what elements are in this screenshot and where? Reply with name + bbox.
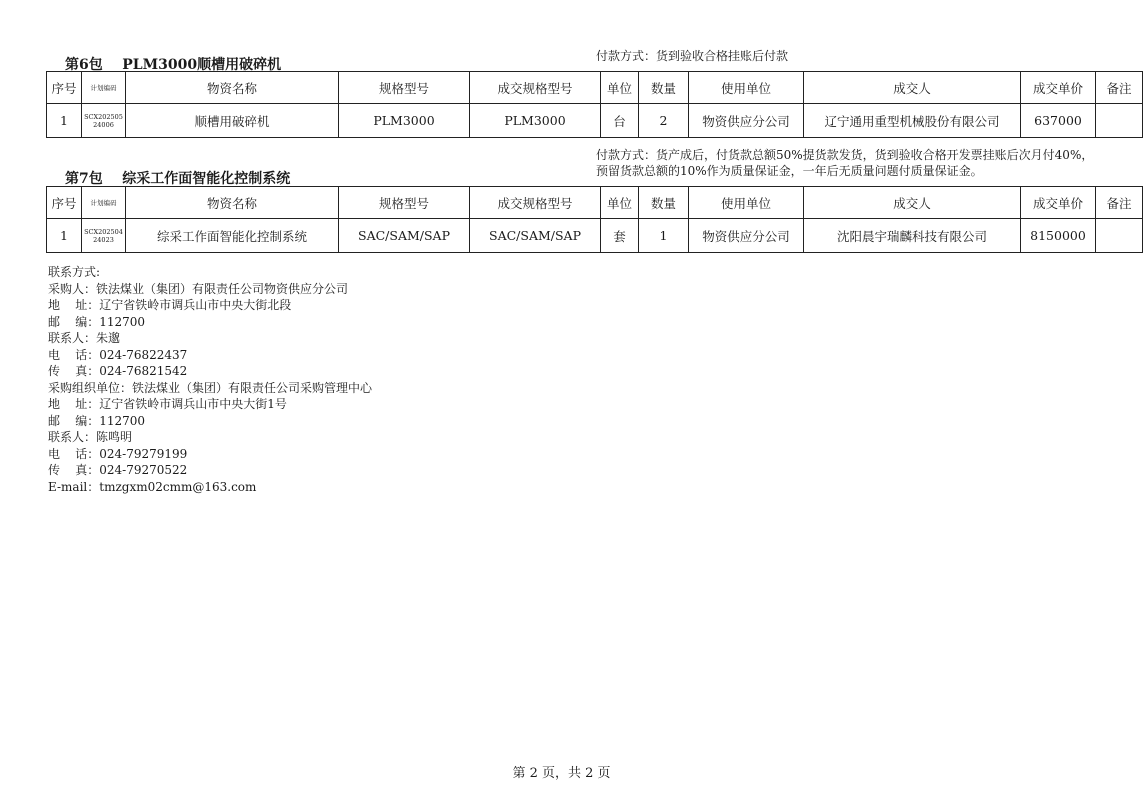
header-unit: 单位 <box>601 187 639 219</box>
cell-seq: 1 <box>47 104 82 138</box>
header-qty: 数量 <box>639 72 689 104</box>
header-plan-code: 计划编码 <box>82 72 126 104</box>
header-item-name: 物资名称 <box>126 72 339 104</box>
table-header-row <box>47 72 1143 104</box>
cell-deal-spec: PLM3000 <box>470 104 601 138</box>
package-6-table <box>46 71 1143 138</box>
cell-user-unit: 物资供应分公司 <box>689 219 804 253</box>
header-deal-spec: 成交规格型号 <box>470 72 601 104</box>
header-price: 成交单价 <box>1021 72 1096 104</box>
page-number: 第 2 页，共 2 页 <box>512 766 611 781</box>
cell-user-unit: 物资供应分公司 <box>689 104 804 138</box>
plan-code-line-2: 24023 <box>93 235 114 244</box>
cell-plan-code <box>82 104 126 138</box>
organizer-phone: 电 话：024-79279199 <box>48 446 188 461</box>
cell-vendor: 辽宁通用重型机械股份有限公司 <box>804 104 1021 138</box>
package-6-payment-terms: 付款方式：货到验收合格挂账后付款 <box>596 49 789 63</box>
cell-spec: SAC/SAM/SAP <box>339 219 470 253</box>
contact-phone: 电 话：024-76822437 <box>48 347 188 362</box>
table-row <box>47 219 1143 253</box>
cell-plan-code <box>82 219 126 253</box>
table-row <box>47 104 1143 138</box>
header-vendor: 成交人 <box>804 187 1021 219</box>
package-7-title: 第7包 综采工作面智能化控制系统 <box>65 171 291 187</box>
organizer-address: 地 址：辽宁省铁岭市调兵山市中央大街1号 <box>48 397 287 411</box>
organizer-postcode: 邮 编：112700 <box>48 413 146 428</box>
header-deal-spec: 成交规格型号 <box>470 187 601 219</box>
cell-unit: 套 <box>601 219 639 253</box>
contact-fax: 传 真：024-76821542 <box>48 364 188 378</box>
header-user-unit: 使用单位 <box>689 72 804 104</box>
package-7-payment-terms: 付款方式：货产成后，付货款总额50%提货款发货，货到验收合格开发票挂账后次月付40%，预留货款总额的10%作为质量保证金，一年后无质量问题付质量保证金。 <box>596 148 1094 178</box>
header-user-unit: 使用单位 <box>689 187 804 219</box>
contact-person: 联系人：朱邈 <box>48 331 121 345</box>
organizer-email: E-mail：tmzgxm02cmm@163.com <box>48 479 257 494</box>
header-remark: 备注 <box>1096 187 1143 219</box>
cell-unit: 台 <box>601 104 639 138</box>
organizer-person: 联系人：陈鸣明 <box>48 430 133 444</box>
cell-deal-spec: SAC/SAM/SAP <box>470 219 601 253</box>
package-7-table <box>46 186 1143 253</box>
cell-remark <box>1096 104 1143 138</box>
header-spec: 规格型号 <box>339 72 470 104</box>
plan-code-line-2: 24006 <box>93 120 114 129</box>
plan-code-line-1: SCX202505 <box>84 112 123 121</box>
organizer-fax: 传 真：024-79270522 <box>48 463 188 477</box>
contact-purchaser: 采购人：铁法煤业（集团）有限责任公司物资供应分公司 <box>48 281 349 296</box>
cell-remark <box>1096 219 1143 253</box>
cell-qty: 1 <box>639 219 689 253</box>
header-seq: 序号 <box>47 72 82 104</box>
header-spec: 规格型号 <box>339 187 470 219</box>
contact-address: 地 址：辽宁省铁岭市调兵山市中央大街北段 <box>48 298 292 312</box>
header-vendor: 成交人 <box>804 72 1021 104</box>
cell-item-name: 顺槽用破碎机 <box>126 104 339 138</box>
header-item-name: 物资名称 <box>126 187 339 219</box>
header-remark: 备注 <box>1096 72 1143 104</box>
contact-organizer: 采购组织单位：铁法煤业（集团）有限责任公司采购管理中心 <box>48 380 373 395</box>
contact-info <box>48 264 372 495</box>
plan-code-line-1: SCX202504 <box>84 227 123 236</box>
cell-vendor: 沈阳晨宇瑞麟科技有限公司 <box>804 219 1021 253</box>
header-price: 成交单价 <box>1021 187 1096 219</box>
header-plan-code: 计划编码 <box>82 187 126 219</box>
contact-heading: 联系方式: <box>48 265 101 279</box>
cell-qty: 2 <box>639 104 689 138</box>
cell-spec: PLM3000 <box>339 104 470 138</box>
contact-postcode: 邮 编：112700 <box>48 314 146 329</box>
cell-price: 637000 <box>1021 104 1096 138</box>
header-unit: 单位 <box>601 72 639 104</box>
package-6-title: 第6包 PLM3000顺槽用破碎机 <box>65 57 282 73</box>
cell-price: 8150000 <box>1021 219 1096 253</box>
cell-item-name: 综采工作面智能化控制系统 <box>126 219 339 253</box>
header-qty: 数量 <box>639 187 689 219</box>
header-seq: 序号 <box>47 187 82 219</box>
table-header-row <box>47 187 1143 219</box>
cell-seq: 1 <box>47 219 82 253</box>
